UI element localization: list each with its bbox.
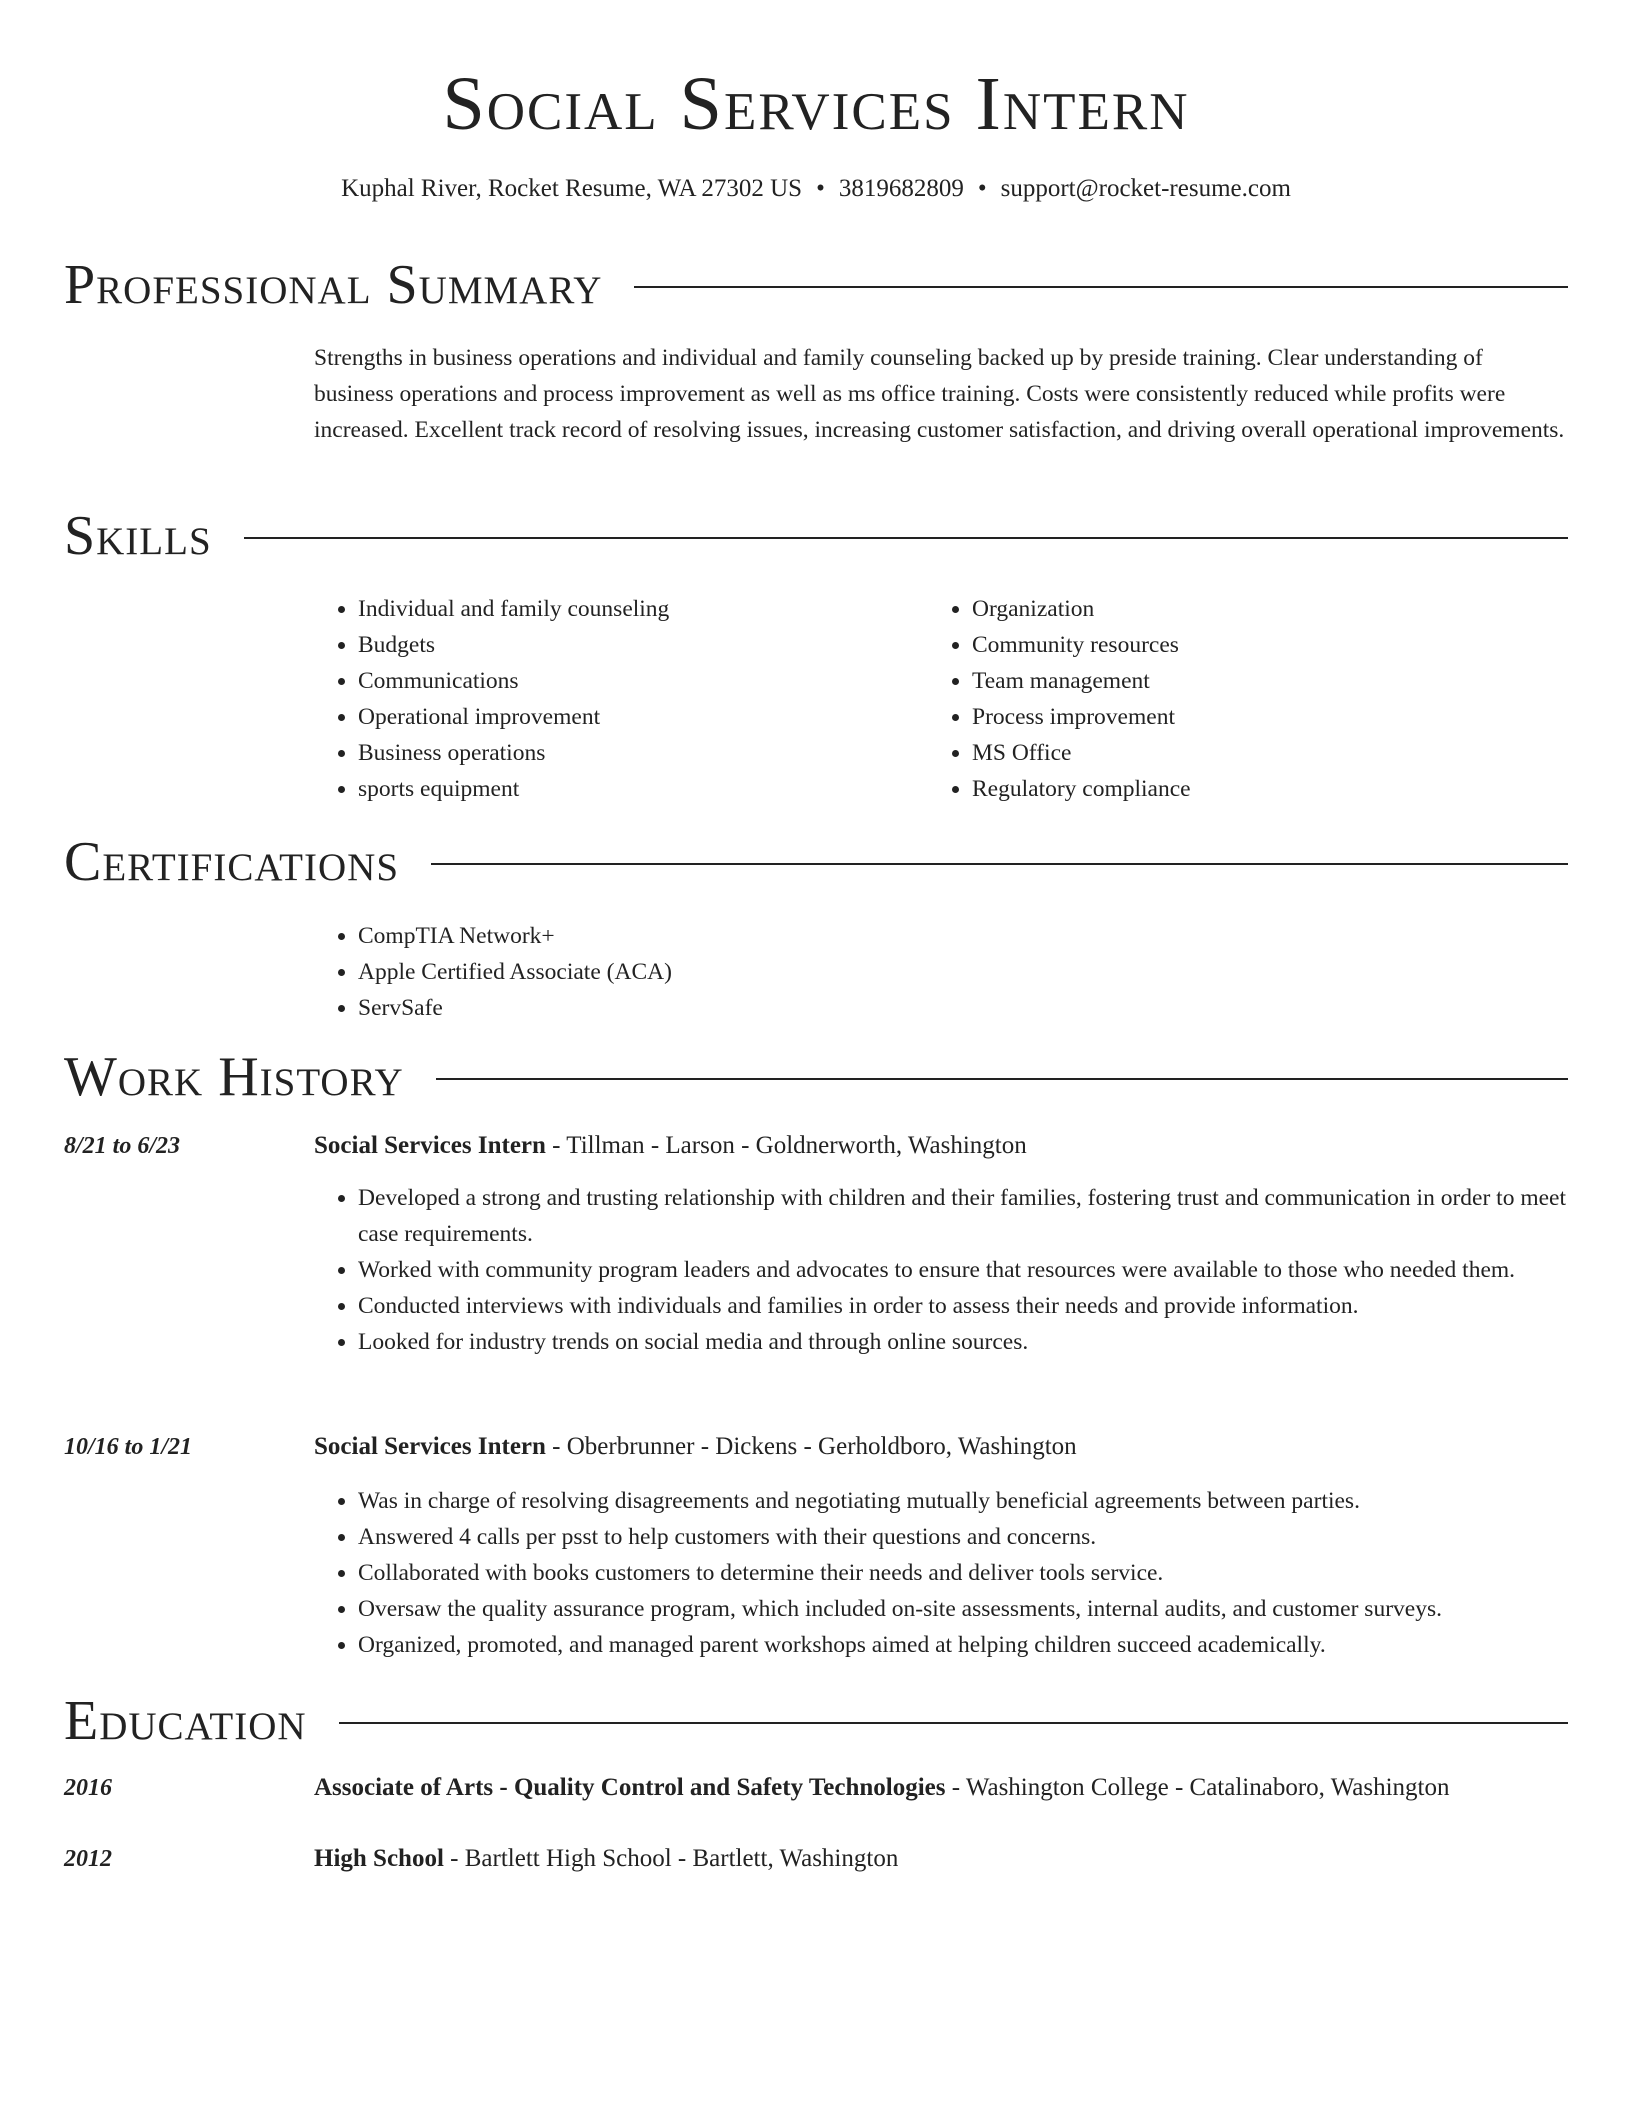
skill-item: • Individual and family counseling xyxy=(358,591,914,627)
section-header-skills xyxy=(64,501,1568,571)
section-header-summary xyxy=(64,250,1568,320)
section-divider xyxy=(436,1078,1568,1080)
job-bullet: • Oversaw the quality assurance program, which included on-site assessments, internal audits, and customer surveys. xyxy=(358,1591,1568,1627)
section-title: Certifications xyxy=(64,831,400,893)
section-title: Professional Summary xyxy=(64,254,603,316)
education-degree: High School xyxy=(314,1845,444,1872)
section-title: Work History xyxy=(64,1046,404,1108)
job-bullets xyxy=(314,1180,1568,1360)
skill-item: • MS Office xyxy=(972,735,1528,771)
summary-text: Strengths in business operations and individual and family counseling backed up by preside training. Clear understanding of business operations and process improvement as well as ms office training. Costs were consistently reduced while profits were increased. Excellent track record of resolving issues, increasing customer satisfaction, and driving overall operational improvements. xyxy=(314,345,1565,443)
education-line xyxy=(314,1841,1568,1877)
certification-item: • CompTIA Network+ xyxy=(358,918,1568,954)
skills-list xyxy=(928,591,1528,807)
skill-item: • sports equipment xyxy=(358,771,914,807)
contact-separator: • xyxy=(816,175,825,202)
job-bullet: • Collaborated with books customers to determine their needs and deliver tools service. xyxy=(358,1555,1568,1591)
job-bullet: • Was in charge of resolving disagreements and negotiating mutually beneficial agreements between parties. xyxy=(358,1483,1568,1519)
job-employer: - Oberbrunner - Dickens - Gerholdboro, Washington xyxy=(545,1433,1077,1460)
job-employer: - Tillman - Larson - Goldnerworth, Washington xyxy=(545,1132,1027,1159)
section-divider xyxy=(634,286,1568,288)
job-bullet: • Looked for industry trends on social media and through online sources. xyxy=(358,1324,1568,1360)
skill-item: • Process improvement xyxy=(972,699,1528,735)
job-dates: 8/21 to 6/23 xyxy=(64,1133,181,1159)
contact-phone: 3819682809 xyxy=(838,175,964,202)
section-title: Skills xyxy=(64,505,212,567)
job-title-line xyxy=(314,1429,1568,1465)
skills-column-right xyxy=(928,591,1528,807)
certifications-block xyxy=(314,918,1568,1026)
skill-item: • Business operations xyxy=(358,735,914,771)
skill-item: • Budgets xyxy=(358,627,914,663)
resume-name: Social Services Intern xyxy=(442,62,1190,146)
education-school: - Washington College - Catalinaboro, Washington xyxy=(945,1774,1450,1801)
job-bullet-list xyxy=(314,1483,1568,1663)
skill-item: • Communications xyxy=(358,663,914,699)
job-bullet: • Organized, promoted, and managed parent workshops aimed at helping children succeed academically. xyxy=(358,1627,1568,1663)
section-header-certifications xyxy=(64,827,1568,897)
education-year: 2012 xyxy=(64,1846,112,1872)
education-degree: Associate of Arts - Quality Control and Safety Technologies xyxy=(314,1774,946,1801)
certification-item: • Apple Certified Associate (ACA) xyxy=(358,954,1568,990)
education-school: - Bartlett High School - Bartlett, Washington xyxy=(443,1845,899,1872)
job-bullets xyxy=(314,1483,1568,1663)
section-header-education xyxy=(64,1686,1568,1756)
job-bullet: • Answered 4 calls per psst to help customers with their questions and concerns. xyxy=(358,1519,1568,1555)
job-bullet: • Worked with community program leaders and advocates to ensure that resources were available to those who needed them. xyxy=(358,1252,1568,1288)
job-role: Social Services Intern xyxy=(314,1132,546,1159)
section-divider xyxy=(431,863,1568,865)
job-role: Social Services Intern xyxy=(314,1433,546,1460)
skill-item: • Team management xyxy=(972,663,1528,699)
contact-separator: • xyxy=(977,175,987,202)
skill-item: • Regulatory compliance xyxy=(972,771,1528,807)
section-header-work-history xyxy=(64,1042,1568,1112)
education-line xyxy=(314,1770,1568,1806)
contact-address: Kuphal River, Rocket Resume, WA 27302 US xyxy=(341,175,803,202)
skill-item: • Organization xyxy=(972,591,1528,627)
section-divider xyxy=(244,537,1568,539)
certification-item: • ServSafe xyxy=(358,990,1568,1026)
certifications-list xyxy=(314,918,1568,1026)
skills-column-left xyxy=(314,591,914,807)
job-bullet: • Developed a strong and trusting relationship with children and their families, fostering trust and communication in order to meet case requirements. xyxy=(358,1180,1568,1252)
contact-line xyxy=(0,172,1632,206)
job-entry xyxy=(64,1128,1568,1408)
job-dates: 10/16 to 1/21 xyxy=(64,1434,193,1460)
section-title: Education xyxy=(64,1690,307,1752)
section-divider xyxy=(339,1722,1568,1724)
job-entry xyxy=(64,1429,1568,1689)
education-entry xyxy=(64,1841,1568,1881)
skill-item: • Operational improvement xyxy=(358,699,914,735)
skill-item: • Community resources xyxy=(972,627,1528,663)
job-bullet-list xyxy=(314,1180,1568,1360)
skills-list xyxy=(314,591,914,807)
education-year: 2016 xyxy=(64,1775,112,1801)
job-title-line xyxy=(314,1128,1568,1164)
job-bullet: • Conducted interviews with individuals and families in order to assess their needs and provide information. xyxy=(358,1288,1568,1324)
contact-email: support@rocket-resume.com xyxy=(1000,175,1291,202)
education-entry xyxy=(64,1770,1568,1810)
